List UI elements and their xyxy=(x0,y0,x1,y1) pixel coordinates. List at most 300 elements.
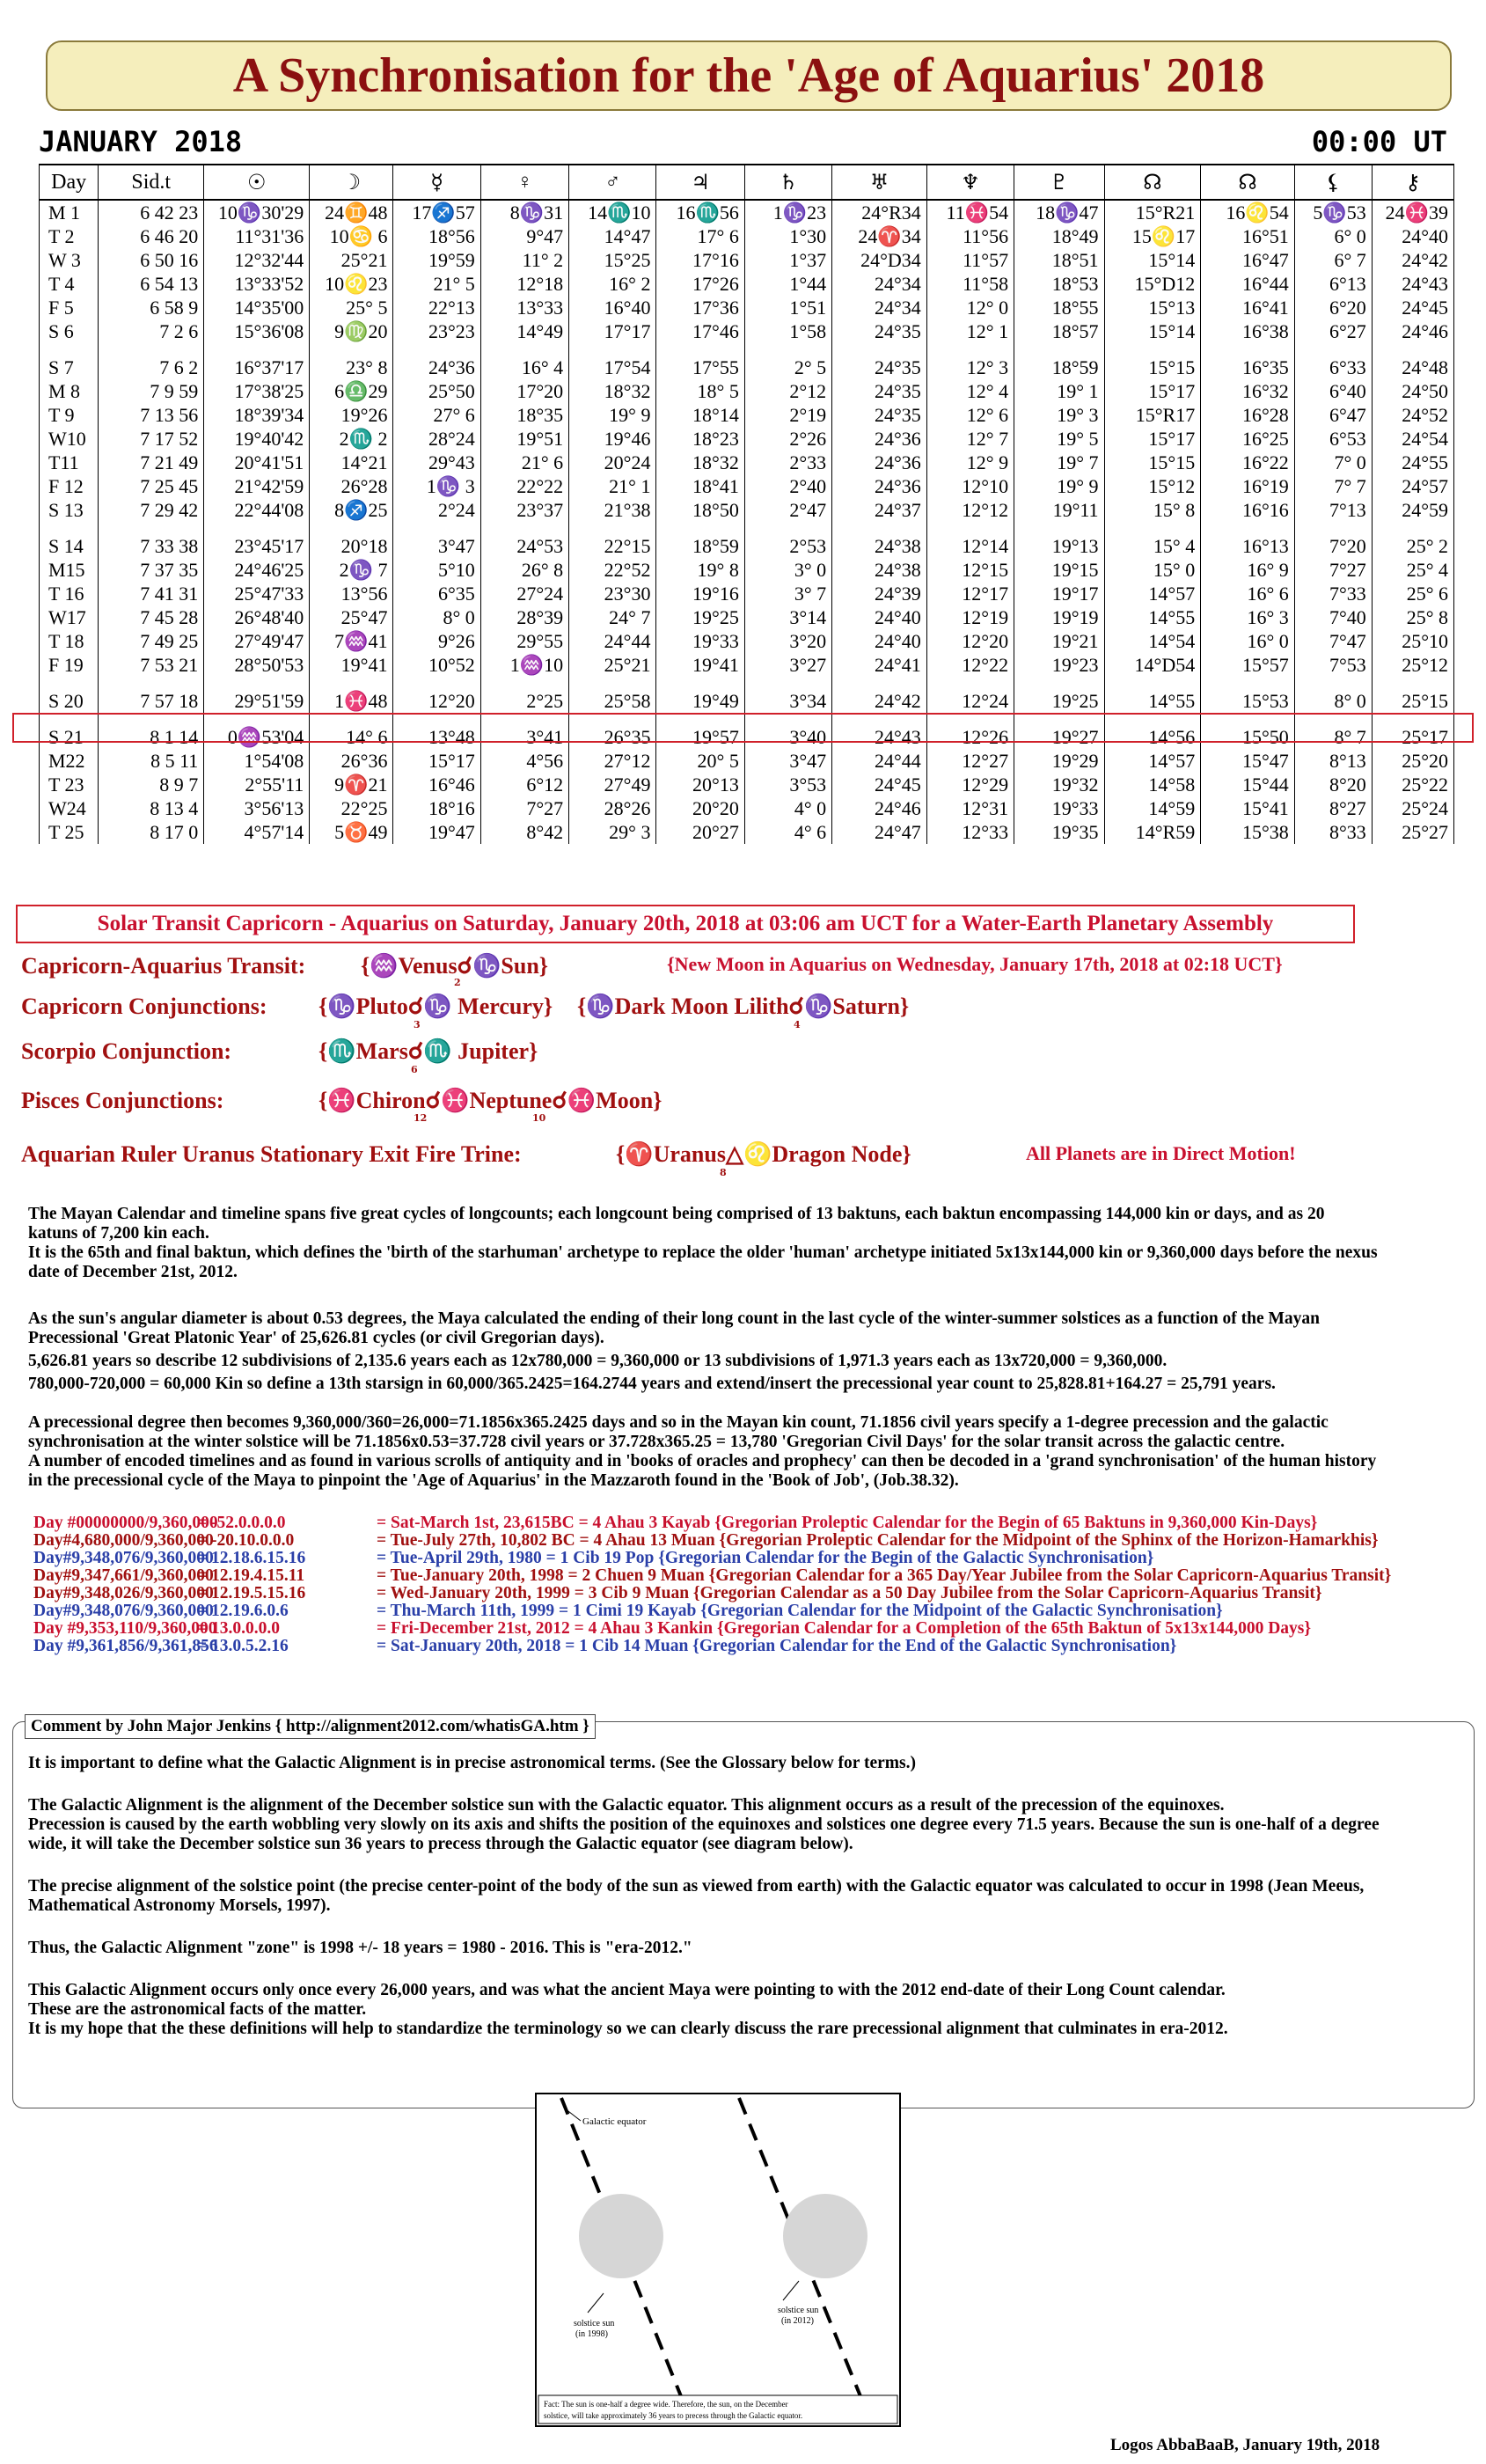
table-cell: 19°27 xyxy=(1014,725,1104,749)
table-cell: 25°10 xyxy=(1372,629,1453,653)
table-row xyxy=(40,474,1454,498)
table-cell: 28°39 xyxy=(480,605,568,629)
table-cell: 12°18 xyxy=(480,272,568,296)
table-cell: 24°55 xyxy=(1372,451,1453,474)
table-cell: 19° 8 xyxy=(656,558,744,582)
table-cell: 25°58 xyxy=(569,689,656,713)
mayan-date-description: = Sat-March 1st, 23,615BC = 4 Ahau 3 Kayab {Gregorian Proleptic Calendar for the Begin of 65 Baktuns in 9,360,000 Kin-Days} xyxy=(377,1514,1318,1532)
column-header: ⚸ xyxy=(1294,165,1372,200)
table-cell: 5♑53 xyxy=(1294,200,1372,224)
table-cell: 24°45 xyxy=(1372,296,1453,319)
fact-line-1: Fact: The sun is one-half a degree wide. Therefore, the sun, on the December xyxy=(544,2400,788,2409)
table-cell: 6°12 xyxy=(480,773,568,796)
table-cell: 13°33'52 xyxy=(204,272,310,296)
table-cell: 16°16 xyxy=(1201,498,1295,522)
table-cell: 19°26 xyxy=(310,403,393,427)
table-cell: 6°47 xyxy=(1294,403,1372,427)
table-cell: 20°13 xyxy=(656,773,744,796)
table-cell: 14°49 xyxy=(480,319,568,343)
table-cell: 18°56 xyxy=(393,224,480,248)
table-cell: 24°44 xyxy=(569,629,656,653)
paragraph-line: A precessional degree then becomes 9,360,000/360=26,000=71.1856x365.2425 days and so in the Mayan kin count, 71.1856 civil years specify a 1-degree precession and the galactic xyxy=(28,1413,1329,1432)
table-cell: 7 13 56 xyxy=(99,403,204,427)
table-cell: 10♑30'29 xyxy=(204,200,310,224)
table-cell: 5°10 xyxy=(393,558,480,582)
table-cell: 16° 3 xyxy=(1201,605,1295,629)
table-cell: 6°35 xyxy=(393,582,480,605)
scorpio-value: {♏Mars☌♏ Jupiter} xyxy=(318,1038,538,1064)
table-cell: 18°55 xyxy=(1014,296,1104,319)
table-cell: 2° 5 xyxy=(744,356,831,379)
table-cell: 24°47 xyxy=(832,820,927,844)
table-cell: 29° 3 xyxy=(569,820,656,844)
table-cell: 20°24 xyxy=(569,451,656,474)
table-cell: 17°16 xyxy=(656,248,744,272)
table-cell: 8 13 4 xyxy=(99,796,204,820)
table-cell: 10♋ 6 xyxy=(310,224,393,248)
table-cell: 14°35'00 xyxy=(204,296,310,319)
table-cell: 3° 7 xyxy=(744,582,831,605)
table-cell: 16♌54 xyxy=(1201,200,1295,224)
table-cell: 15°14 xyxy=(1104,319,1201,343)
table-cell: 6° 7 xyxy=(1294,248,1372,272)
table-cell: 12° 9 xyxy=(926,451,1014,474)
table-cell: 12°22 xyxy=(926,653,1014,677)
table-cell: 19°59 xyxy=(393,248,480,272)
table-cell: 25°21 xyxy=(310,248,393,272)
table-cell: 1♓48 xyxy=(310,689,393,713)
table-cell: 2°26 xyxy=(744,427,831,451)
table-cell: 1°44 xyxy=(744,272,831,296)
table-cell: 7 6 2 xyxy=(99,356,204,379)
table-cell: 24°46 xyxy=(832,796,927,820)
cap-aq-label: Capricorn-Aquarius Transit: xyxy=(21,953,306,979)
table-cell: 12° 0 xyxy=(926,296,1014,319)
table-cell: 23°37 xyxy=(480,498,568,522)
table-cell: 1°58 xyxy=(744,319,831,343)
mayan-date-description: = Tue-July 27th, 10,802 BC = 4 Ahau 13 Muan {Gregorian Proleptic Calendar for the Midpoint of the Sphinx of the Horizon-Hamarkhis} xyxy=(377,1531,1379,1550)
table-cell: 23° 8 xyxy=(310,356,393,379)
paragraph-line: As the sun's angular diameter is about 0.53 degrees, the Maya calculated the ending of their long count in the last cycle of the winter-summer solstices as a function of the Mayan xyxy=(28,1309,1321,1328)
table-cell: 15°17 xyxy=(1104,379,1201,403)
table-cell: 20°20 xyxy=(656,796,744,820)
table-cell: 25°22 xyxy=(1372,773,1453,796)
mayan-long-count: = 12.19.6.0.6 xyxy=(197,1602,289,1620)
mayan-date-description: = Sat-January 20th, 2018 = 1 Cib 14 Muan {Gregorian Calendar for the End of the Galactic Synchronisation} xyxy=(377,1637,1177,1655)
table-cell: 27°49'47 xyxy=(204,629,310,653)
table-cell: 16° 4 xyxy=(480,356,568,379)
table-cell: 24°54 xyxy=(1372,427,1453,451)
table-cell: 28°26 xyxy=(569,796,656,820)
table-cell: 7°27 xyxy=(1294,558,1372,582)
table-cell: 19°25 xyxy=(656,605,744,629)
row-gap xyxy=(40,677,1454,689)
table-row xyxy=(40,689,1454,713)
solstice-sun-1998 xyxy=(579,2194,663,2278)
table-cell: 17°20 xyxy=(480,379,568,403)
table-cell: 7°33 xyxy=(1294,582,1372,605)
table-cell: 7° 0 xyxy=(1294,451,1372,474)
table-cell: 8 5 11 xyxy=(99,749,204,773)
table-cell: 15° 0 xyxy=(1104,558,1201,582)
table-cell: 12°19 xyxy=(926,605,1014,629)
table-cell: 16°35 xyxy=(1201,356,1295,379)
table-cell: 19°33 xyxy=(656,629,744,653)
mayan-date-description: = Wed-January 20th, 1999 = 3 Cib 9 Muan {Gregorian Calendar as a 50 Day Jubilee from the Solar Capricorn-Aquarius Transit} xyxy=(377,1584,1322,1602)
table-cell: 18°51 xyxy=(1014,248,1104,272)
table-cell: 24°38 xyxy=(832,558,927,582)
mayan-day-number: Day #9,353,110/9,360,000 xyxy=(33,1619,217,1638)
column-header: Sid.t xyxy=(99,165,204,200)
comment-line: These are the astronomical facts of the matter. xyxy=(28,2000,367,2019)
table-cell: 6°53 xyxy=(1294,427,1372,451)
table-cell: 20°41'51 xyxy=(204,451,310,474)
table-cell: 24°50 xyxy=(1372,379,1453,403)
table-cell: 7 41 31 xyxy=(99,582,204,605)
mayan-long-count: = 12.19.5.15.16 xyxy=(197,1584,306,1602)
table-cell: 2°12 xyxy=(744,379,831,403)
table-cell: 24°34 xyxy=(832,296,927,319)
table-cell: 16° 0 xyxy=(1201,629,1295,653)
table-cell: 19°32 xyxy=(1014,773,1104,796)
table-cell: 8°42 xyxy=(480,820,568,844)
table-cell: 14° 6 xyxy=(310,725,393,749)
table-cell: 19°17 xyxy=(1014,582,1104,605)
table-cell: 16°22 xyxy=(1201,451,1295,474)
cap-value-2: {♑Dark Moon Lilith☌♑Saturn} xyxy=(577,994,910,1019)
table-cell: 24°46 xyxy=(1372,319,1453,343)
table-cell: 19°23 xyxy=(1014,653,1104,677)
table-cell: 19°47 xyxy=(393,820,480,844)
galactic-alignment-diagram xyxy=(535,2093,901,2427)
table-cell: 6°20 xyxy=(1294,296,1372,319)
table-cell: 19°13 xyxy=(1014,534,1104,558)
table-cell: 14°21 xyxy=(310,451,393,474)
table-cell: 6 46 20 xyxy=(99,224,204,248)
table-cell: 23°30 xyxy=(569,582,656,605)
solstice-sun-2012 xyxy=(783,2194,867,2278)
table-cell: 19° 7 xyxy=(1014,451,1104,474)
table-cell: 14°57 xyxy=(1104,582,1201,605)
table-cell: 16°41 xyxy=(1201,296,1295,319)
table-cell: 14°56 xyxy=(1104,725,1201,749)
table-cell: 18°16 xyxy=(393,796,480,820)
table-cell: 16°51 xyxy=(1201,224,1295,248)
table-cell: 12° 6 xyxy=(926,403,1014,427)
table-cell: 14°47 xyxy=(569,224,656,248)
day-cell: T 2 xyxy=(40,224,99,248)
direct-motion-note: All Planets are in Direct Motion! xyxy=(1026,1142,1296,1164)
table-cell: 19° 1 xyxy=(1014,379,1104,403)
table-cell: 26° 8 xyxy=(480,558,568,582)
table-cell: 24°48 xyxy=(1372,356,1453,379)
table-cell: 21°38 xyxy=(569,498,656,522)
day-cell: S 20 xyxy=(40,689,99,713)
table-cell: 7°20 xyxy=(1294,534,1372,558)
table-cell: 11° 2 xyxy=(480,248,568,272)
day-cell: T 4 xyxy=(40,272,99,296)
table-cell: 12°10 xyxy=(926,474,1014,498)
row-gap xyxy=(40,522,1454,534)
comment-line: The Galactic Alignment is the alignment of the December solstice sun with the Galactic equator. This alignment occurs as a result of the precession of the equinoxes. xyxy=(28,1796,1225,1815)
table-cell: 24°36 xyxy=(832,451,927,474)
table-cell: 7 53 21 xyxy=(99,653,204,677)
table-cell: 6 58 9 xyxy=(99,296,204,319)
table-cell: 12° 3 xyxy=(926,356,1014,379)
mayan-long-count: = 13.0.0.0.0 xyxy=(197,1619,280,1638)
table-cell: 18°35 xyxy=(480,403,568,427)
table-cell: 18°50 xyxy=(656,498,744,522)
table-cell: 12°29 xyxy=(926,773,1014,796)
mayan-long-count: = -20.10.0.0.0 xyxy=(197,1531,295,1550)
table-cell: 22°44'08 xyxy=(204,498,310,522)
table-cell: 14°57 xyxy=(1104,749,1201,773)
table-cell: 15°41 xyxy=(1201,796,1295,820)
table-cell: 16°40 xyxy=(569,296,656,319)
table-cell: 26°48'40 xyxy=(204,605,310,629)
table-cell: 7 45 28 xyxy=(99,605,204,629)
table-cell: 8° 0 xyxy=(1294,689,1372,713)
table-cell: 6 50 16 xyxy=(99,248,204,272)
table-row xyxy=(40,749,1454,773)
paragraph-line: It is the 65th and final baktun, which defines the 'birth of the starhuman' archetype to replace the older 'human' archetype initiated 5x13x144,000 kin or 9,360,000 days before the nexus xyxy=(28,1243,1378,1262)
table-cell: 16°47 xyxy=(1201,248,1295,272)
galactic-equator-label: Galactic equator xyxy=(582,2116,647,2127)
table-cell: 11°31'36 xyxy=(204,224,310,248)
paragraph-line: Precessional 'Great Platonic Year' of 25,626.81 cycles (or civil Gregorian days). xyxy=(28,1329,604,1347)
table-cell: 19°19 xyxy=(1014,605,1104,629)
table-cell: 24°45 xyxy=(832,773,927,796)
day-cell: T 18 xyxy=(40,629,99,653)
mayan-day-number: Day#9,348,026/9,360,000 xyxy=(33,1584,214,1602)
column-header: ☊ xyxy=(1201,165,1295,200)
table-cell: 8♑31 xyxy=(480,200,568,224)
mayan-long-count: = 12.18.6.15.16 xyxy=(197,1549,306,1567)
table-cell: 15°17 xyxy=(1104,427,1201,451)
table-cell: 19°51 xyxy=(480,427,568,451)
table-row xyxy=(40,498,1454,522)
day-cell: W24 xyxy=(40,796,99,820)
table-cell: 24°44 xyxy=(832,749,927,773)
table-cell: 2°40 xyxy=(744,474,831,498)
day-cell: S 7 xyxy=(40,356,99,379)
table-cell: 19° 5 xyxy=(1014,427,1104,451)
table-row xyxy=(40,534,1454,558)
cap-aq-value: {♒Venus☌♑Sun} xyxy=(361,953,549,979)
table-cell: 7 21 49 xyxy=(99,451,204,474)
solar-transit-text: Solar Transit Capricorn - Aquarius on Saturday, January 20th, 2018 at 03:06 am UCT for a Water-Earth Planetary Assembly xyxy=(97,912,1274,935)
table-cell: 24°43 xyxy=(1372,272,1453,296)
table-cell: 24°39 xyxy=(832,582,927,605)
table-cell: 17°17 xyxy=(569,319,656,343)
table-cell: 7°53 xyxy=(1294,653,1372,677)
footer-signature: Logos AbbaBaaB, January 19th, 2018 xyxy=(1110,2436,1380,2454)
table-cell: 7 25 45 xyxy=(99,474,204,498)
table-cell: 18°53 xyxy=(1014,272,1104,296)
table-row xyxy=(40,224,1454,248)
table-cell: 15°R21 xyxy=(1104,200,1201,224)
mayan-day-number: Day #00000000/9,360,000 xyxy=(33,1514,218,1532)
table-cell: 13°33 xyxy=(480,296,568,319)
table-cell: 1♑23 xyxy=(744,200,831,224)
table-cell: 14♏10 xyxy=(569,200,656,224)
day-cell: F 19 xyxy=(40,653,99,677)
table-cell: 8 1 14 xyxy=(99,725,204,749)
table-row xyxy=(40,773,1454,796)
table-cell: 9♍20 xyxy=(310,319,393,343)
table-cell: 7 9 59 xyxy=(99,379,204,403)
day-cell: S 14 xyxy=(40,534,99,558)
table-cell: 24°53 xyxy=(480,534,568,558)
table-cell: 24♓39 xyxy=(1372,200,1453,224)
table-cell: 25°27 xyxy=(1372,820,1453,844)
scorpio-label: Scorpio Conjunction: xyxy=(21,1038,232,1064)
table-cell: 18°14 xyxy=(656,403,744,427)
table-cell: 17°55 xyxy=(656,356,744,379)
table-cell: 25°15 xyxy=(1372,689,1453,713)
table-cell: 16°38 xyxy=(1201,319,1295,343)
mayan-day-number: Day#9,348,076/9,360,000 xyxy=(33,1549,214,1567)
table-cell: 4°57'14 xyxy=(204,820,310,844)
table-cell: 7°40 xyxy=(1294,605,1372,629)
table-cell: 16°13 xyxy=(1201,534,1295,558)
table-cell: 19° 9 xyxy=(1014,474,1104,498)
day-cell: F 5 xyxy=(40,296,99,319)
table-cell: 17°26 xyxy=(656,272,744,296)
column-header: ☿ xyxy=(393,165,480,200)
table-cell: 25°17 xyxy=(1372,725,1453,749)
table-cell: 12°12 xyxy=(926,498,1014,522)
comment-line: It is my hope that the these definitions will help to standardize the terminology so we can clearly discuss the rare precessional alignment that culminates in era-2012. xyxy=(28,2020,1228,2038)
table-cell: 24°40 xyxy=(832,605,927,629)
paragraph-line: The Mayan Calendar and timeline spans five great cycles of longcounts; each longcount being comprised of 13 baktuns, each baktun encompassing 144,000 kin or days, and as 20 xyxy=(28,1205,1325,1223)
table-cell: 20°27 xyxy=(656,820,744,844)
table-cell: 8° 0 xyxy=(393,605,480,629)
table-cell: 20° 5 xyxy=(656,749,744,773)
day-cell: F 12 xyxy=(40,474,99,498)
table-cell: 25° 5 xyxy=(310,296,393,319)
table-cell: 0♒53'04 xyxy=(204,725,310,749)
mayan-date-description: = Fri-December 21st, 2012 = 4 Ahau 3 Kankin {Gregorian Calendar for a Completion of the 65th Baktun of 5x13x144,000 Days} xyxy=(377,1619,1312,1638)
column-header: ♄ xyxy=(744,165,831,200)
table-row xyxy=(40,296,1454,319)
column-header: ♇ xyxy=(1014,165,1104,200)
table-cell: 14°55 xyxy=(1104,605,1201,629)
table-cell: 26°28 xyxy=(310,474,393,498)
table-row xyxy=(40,427,1454,451)
table-cell: 16♏56 xyxy=(656,200,744,224)
day-cell: W17 xyxy=(40,605,99,629)
mayan-long-count: = 13.0.5.2.16 xyxy=(197,1637,289,1655)
table-cell: 19°35 xyxy=(1014,820,1104,844)
table-cell: 1♑ 3 xyxy=(393,474,480,498)
column-header: ☽ xyxy=(310,165,393,200)
mayan-day-number: Day#9,347,661/9,360,000 xyxy=(33,1566,214,1585)
table-cell: 12°15 xyxy=(926,558,1014,582)
table-cell: 17°36 xyxy=(656,296,744,319)
table-cell: 16°32 xyxy=(1201,379,1295,403)
table-cell: 3°41 xyxy=(480,725,568,749)
table-cell: 19°16 xyxy=(656,582,744,605)
table-cell: 27°12 xyxy=(569,749,656,773)
table-cell: 22°25 xyxy=(310,796,393,820)
table-cell: 6°33 xyxy=(1294,356,1372,379)
table-cell: 18°39'34 xyxy=(204,403,310,427)
table-cell: 6♎29 xyxy=(310,379,393,403)
table-cell: 19° 9 xyxy=(569,403,656,427)
table-cell: 12°24 xyxy=(926,689,1014,713)
table-cell: 7 57 18 xyxy=(99,689,204,713)
table-cell: 18°59 xyxy=(656,534,744,558)
table-cell: 18°49 xyxy=(1014,224,1104,248)
table-cell: 25°47'33 xyxy=(204,582,310,605)
table-cell: 11°58 xyxy=(926,272,1014,296)
table-cell: 25°21 xyxy=(569,653,656,677)
table-cell: 19°46 xyxy=(569,427,656,451)
table-cell: 26°36 xyxy=(310,749,393,773)
table-cell: 29°51'59 xyxy=(204,689,310,713)
day-cell: T 25 xyxy=(40,820,99,844)
table-cell: 15°R17 xyxy=(1104,403,1201,427)
comment-line: wide, it will take the December solstice sun 36 years to precess through the Galactic equator (see diagram below). xyxy=(28,1835,853,1853)
table-cell: 24°R34 xyxy=(832,200,927,224)
day-cell: W10 xyxy=(40,427,99,451)
table-row xyxy=(40,820,1454,844)
table-row xyxy=(40,451,1454,474)
table-cell: 1°30 xyxy=(744,224,831,248)
table-cell: 29°43 xyxy=(393,451,480,474)
table-cell: 9♈21 xyxy=(310,773,393,796)
table-cell: 4°56 xyxy=(480,749,568,773)
table-cell: 24♈34 xyxy=(832,224,927,248)
table-cell: 2♏ 2 xyxy=(310,427,393,451)
table-cell: 7°47 xyxy=(1294,629,1372,653)
table-cell: 24°57 xyxy=(1372,474,1453,498)
table-cell: 18°41 xyxy=(656,474,744,498)
table-cell: 2♑ 7 xyxy=(310,558,393,582)
table-cell: 19°41 xyxy=(656,653,744,677)
uranus-label: Aquarian Ruler Uranus Stationary Exit Fire Trine: xyxy=(21,1141,522,1167)
cap-value-1: {♑Pluto☌♑ Mercury} xyxy=(318,994,553,1019)
day-cell: S 6 xyxy=(40,319,99,343)
new-moon-note: {New Moon in Aquarius on Wednesday, January 17th, 2018 at 02:18 UCT} xyxy=(667,953,1283,975)
table-cell: 14°59 xyxy=(1104,796,1201,820)
table-cell: 25°50 xyxy=(393,379,480,403)
table-cell: 24°43 xyxy=(832,725,927,749)
table-cell: 27° 6 xyxy=(393,403,480,427)
table-cell: 24°42 xyxy=(832,689,927,713)
table-cell: 8°33 xyxy=(1294,820,1372,844)
table-cell: 7 33 38 xyxy=(99,534,204,558)
time-label: 00:00 UT xyxy=(1311,125,1447,158)
table-cell: 8°13 xyxy=(1294,749,1372,773)
day-cell: M 8 xyxy=(40,379,99,403)
table-cell: 7°13 xyxy=(1294,498,1372,522)
table-cell: 6°27 xyxy=(1294,319,1372,343)
table-cell: 28°50'53 xyxy=(204,653,310,677)
table-cell: 14°R59 xyxy=(1104,820,1201,844)
table-cell: 15°D12 xyxy=(1104,272,1201,296)
table-row xyxy=(40,653,1454,677)
column-header: ♆ xyxy=(926,165,1014,200)
table-cell: 3°14 xyxy=(744,605,831,629)
table-cell: 24°40 xyxy=(832,629,927,653)
table-cell: 18° 5 xyxy=(656,379,744,403)
table-cell: 16°37'17 xyxy=(204,356,310,379)
table-cell: 11°57 xyxy=(926,248,1014,272)
mayan-day-number: Day#9,348,076/9,360,000 xyxy=(33,1602,214,1620)
table-cell: 7°27 xyxy=(480,796,568,820)
